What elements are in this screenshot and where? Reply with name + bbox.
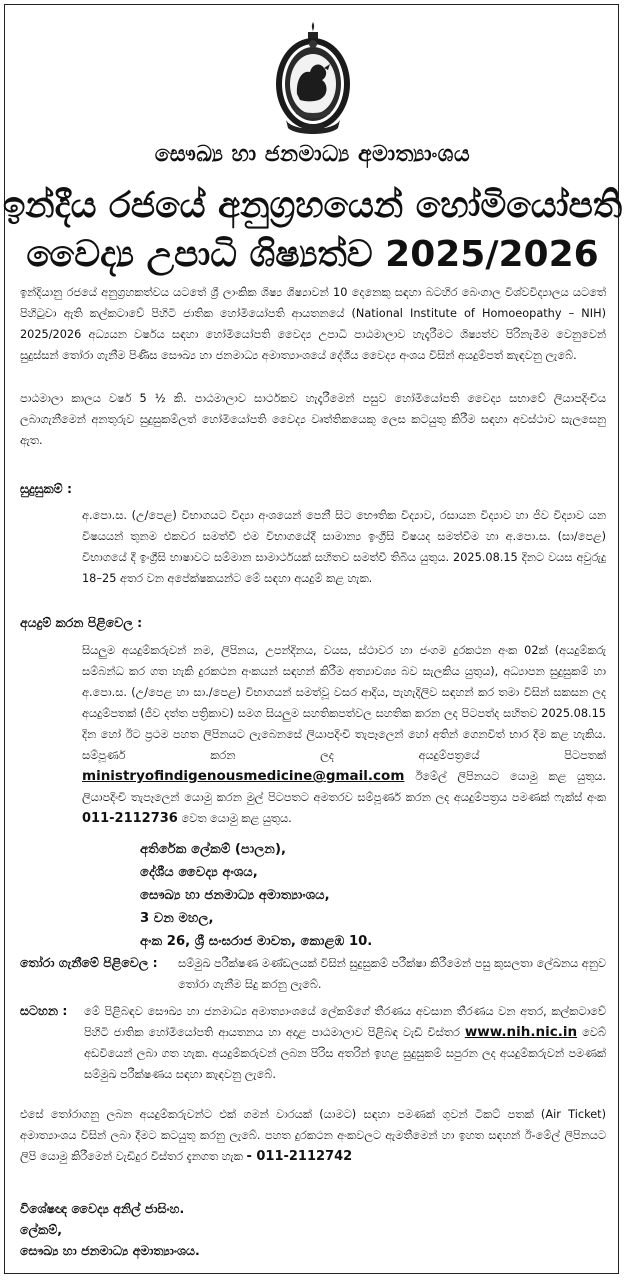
page-title: ඉන්දීය රජයේ අනුග්‍රහයෙන් හෝමියෝපති bbox=[2, 185, 623, 226]
course-paragraph: පාඨමාලා කාලය වර්ෂ 5 ½ කි. පාඨමාලාව සාර්ථකව හැදෑරීමෙන් පසුව හෝමියෝපති වෛද්‍ය සභාවේ ලියාපදිංචිය ලබාගැනීමෙන් අනතුරුව සුදුසුකම්ලත් හෝමියෝපති වෛද්‍ය වෘත්තිකයෙකු ලෙස කටයුතු කිරීම සඳහා අවස්ථාව සැලසෙනු ඇත. bbox=[20, 392, 606, 447]
website-link[interactable]: www.nih.nic.in bbox=[464, 1024, 578, 1040]
contact-phone: - 011-2112742 bbox=[246, 1149, 353, 1164]
address-line: 3 වන මහල, bbox=[140, 911, 214, 926]
ticket-paragraph bbox=[20, 1104, 606, 1167]
selection-heading: තෝරා ගැනීමේ පිළිවෙල : bbox=[20, 955, 158, 970]
address-line: දේශීය වෛද්‍ය අංශය, bbox=[140, 865, 258, 880]
address-line: අංක 26, ශ්‍රී සංඝරාජ මාවත, කොළඹ 10. bbox=[140, 934, 373, 949]
national-emblem-icon bbox=[272, 20, 354, 138]
selection-text: සම්මුඛ පරීක්ෂණ මණ්ඩලයක් විසින් සුදුසුකම් පරීක්ෂා කිරීමෙන් පසු කුසලතා ලේඛනය අනුව තෝරා ගැනීම සිදු කරනු ලැබේ. bbox=[178, 957, 606, 991]
intro-paragraph: ඉන්දියානු රජයේ අනුග්‍රහකත්වය යටතේ ශ්‍රී ලාංකික ශිෂ්‍ය ශිෂ්‍යාවන් 10 දෙනෙකු සඳහා බටහිර බෙංගාල විශ්වවිද්‍යාලය යටතේ පිහිටුවා ඇති කල්කටාවේ පිහිටි ජාතික හෝමියෝපති ආයතනයේ (National Institute of Homoeopathy – NIH) 2025/2026 අධ්‍යයන වර්ෂය සඳහා හෝමියෝපති වෛද්‍ය උපාධි පාඨමාලාව හැදෑරීමට ශිෂ්‍යත්ව පිරිනැමීම වෙනුවෙන් සුදුස්සන් තෝරා ගැනීම පිණිස සෞඛ්‍ය හා ජනමාධ්‍ය අමාත්‍යාංශයේ දේශීය වෛද්‍ය අංශය විසින් අයදුම්පත් කැඳවනු ලැබේ. bbox=[20, 286, 606, 362]
application-body-2: ඊමේල් ලිපිනයට යොමු කළ යුතුය. ලියාපදිංචි තැපෑලෙන් යොමු කරන මුල් පිටපතට අමතරව සම්පූර්ණ කරන ලද අයදුම්පත්‍රය පමණක් ෆැක්ස් අංක bbox=[82, 770, 607, 804]
address-line: අතිරේක ලේකම් (පාලන), bbox=[140, 842, 287, 857]
application-body-3: වෙත යොමු කළ යුතුය. bbox=[181, 812, 292, 825]
page-subtitle: වෛද්‍ය උපාධි ශිෂ්‍යත්ව 2025/2026 bbox=[26, 234, 599, 275]
ticket-body: එසේ තෝරාගනු ලබන අයදුම්කරුවන්ට එක් ගමන් වාරයක් (යාමට) සඳහා පමණක් ගුවන් ටිකට් පතක් (Air Ticket) අමාත්‍යාංශය විසින් ලබා දීමට කටයුතු කරනු ලැබේ. පහත දුරකථන අංකවලට ඇමතීමෙන් හා ඉහත සඳහන් ඊ-මේල් ලිපිනයට ලිපි යොමු කිරීමෙන් වැඩිදුර විස්තර දැනගත හැක bbox=[20, 1108, 606, 1163]
signature-block bbox=[20, 1198, 200, 1261]
application-text bbox=[82, 640, 606, 829]
postal-address bbox=[140, 838, 372, 953]
ministry-name: සෞඛ්‍ය හා ජනමාධ්‍ය අමාත්‍යාංශය bbox=[154, 142, 471, 167]
note-body: මේ පිළිබඳව සෞඛ්‍ය හා ජනමාධ්‍ය අමාත්‍යාංශයේ ලේකම්ගේ තීරණය අවසාන තීරණය වන අතර, කල්කටාවේ පිහිටි ජාතික හෝමියෝපති ආයතනය හා අදාළ පාඨමාලාව පිළිබඳ වැඩි විස්තර bbox=[84, 1005, 606, 1039]
note-body-2: වෙබ් අඩවියෙන් ලබා ගත හැක. අයදුම්කරුවන් ලබන පිරිස අතරින් ඉහළ සුදුසුකම් සපුරන ලද අයදුම්කරුවන් පමණක් සම්මුඛ පරීක්ෂණය සඳහා කැඳවනු ලැබේ. bbox=[84, 1026, 606, 1081]
address-line: සෞඛ්‍ය හා ජනමාධ්‍ය අමාත්‍යාංශය, bbox=[140, 888, 330, 903]
fax-number: 011-2112736 bbox=[82, 811, 178, 826]
application-heading: අයදුම් කරන පිළිවෙල : bbox=[20, 615, 143, 630]
note-text bbox=[84, 1001, 606, 1085]
signatory-name: විශේෂඥ වෛද්‍ය අනිල් ජාසිංහ. bbox=[20, 1201, 185, 1216]
qualifications-heading: සුදුසුකම් : bbox=[20, 481, 73, 496]
email-link[interactable]: ministryofindigenousmedicine@gmail.com bbox=[82, 768, 405, 784]
signatory-designation: ලේකම්, bbox=[20, 1222, 62, 1237]
qualifications-text: අ.පො.ස. (උ/පෙළ) විභාගයට විද්‍යා අංශයෙන් පෙනී සිට භෞතික විද්‍යාව, රසායන විද්‍යාව හා ජීව විද්‍යාව යන විෂයයන් තුනම එකවර සමත්වී එම විභාගයේදී සාමාන්‍ය ඉංග්‍රීසි විෂයද සමත්වීම හා අ.පො.ස. (සා/පෙළ) විභාගයේ දී ඉංග්‍රීසි භාෂාවට සම්මාන සාමාර්ථයක් සහිතව සමත්වී තිබිය යුතුය. 2025.08.15 දිනට වයස අවුරුදු 18–25 අතර වන අපේක්ෂකයන්ට මේ සඳහා අයදුම් කළ හැක. bbox=[82, 509, 606, 585]
signatory-office: සෞඛ්‍ය හා ජනමාධ්‍ය අමාත්‍යාංශය. bbox=[20, 1243, 200, 1258]
note-heading: සටහන : bbox=[20, 1003, 68, 1018]
application-body: සියලුම අයදුම්කරුවන් නම, ලිපිනය, උපන්දිනය, වයස, ස්ථාවර හා ජංගම දුරකථන අංක 02ක් (අයදුම්කරු සම්බන්ධ කර ගත හැකි දුරකථන අංකයන් සඳහන් කිරීම අත්‍යාවශ්‍ය බව සැලකිය යුතුය), අධ්‍යාපන සුදුසුකම් හා අ.පො.ස. (උ/පෙළ හා සා./පෙළ) විභාගයන් සමත්වූ වසර ආදිය, පැහැදිලිව සඳහන් කර තමා විසින් සකසන ලද අයදුම්පතක් (ජීව දත්ත පත්‍රිකාව) සමග සියලුම සහතිකපත්වල සහතික කරන ලද පිටපත්ද සහිතව 2025.08.15 දින හෝ ඊට ප්‍රථම පහත ලිපිනයට ලැබෙනසේ ලියාපදිංචි තැපෑලෙන් හෝ අතින් ගෙනවිත් භාර දීම කළ හැකිය. සම්පූර්ණ කරන ලද අයදුම්පත්‍රයේ පිටපතක් bbox=[82, 644, 606, 762]
